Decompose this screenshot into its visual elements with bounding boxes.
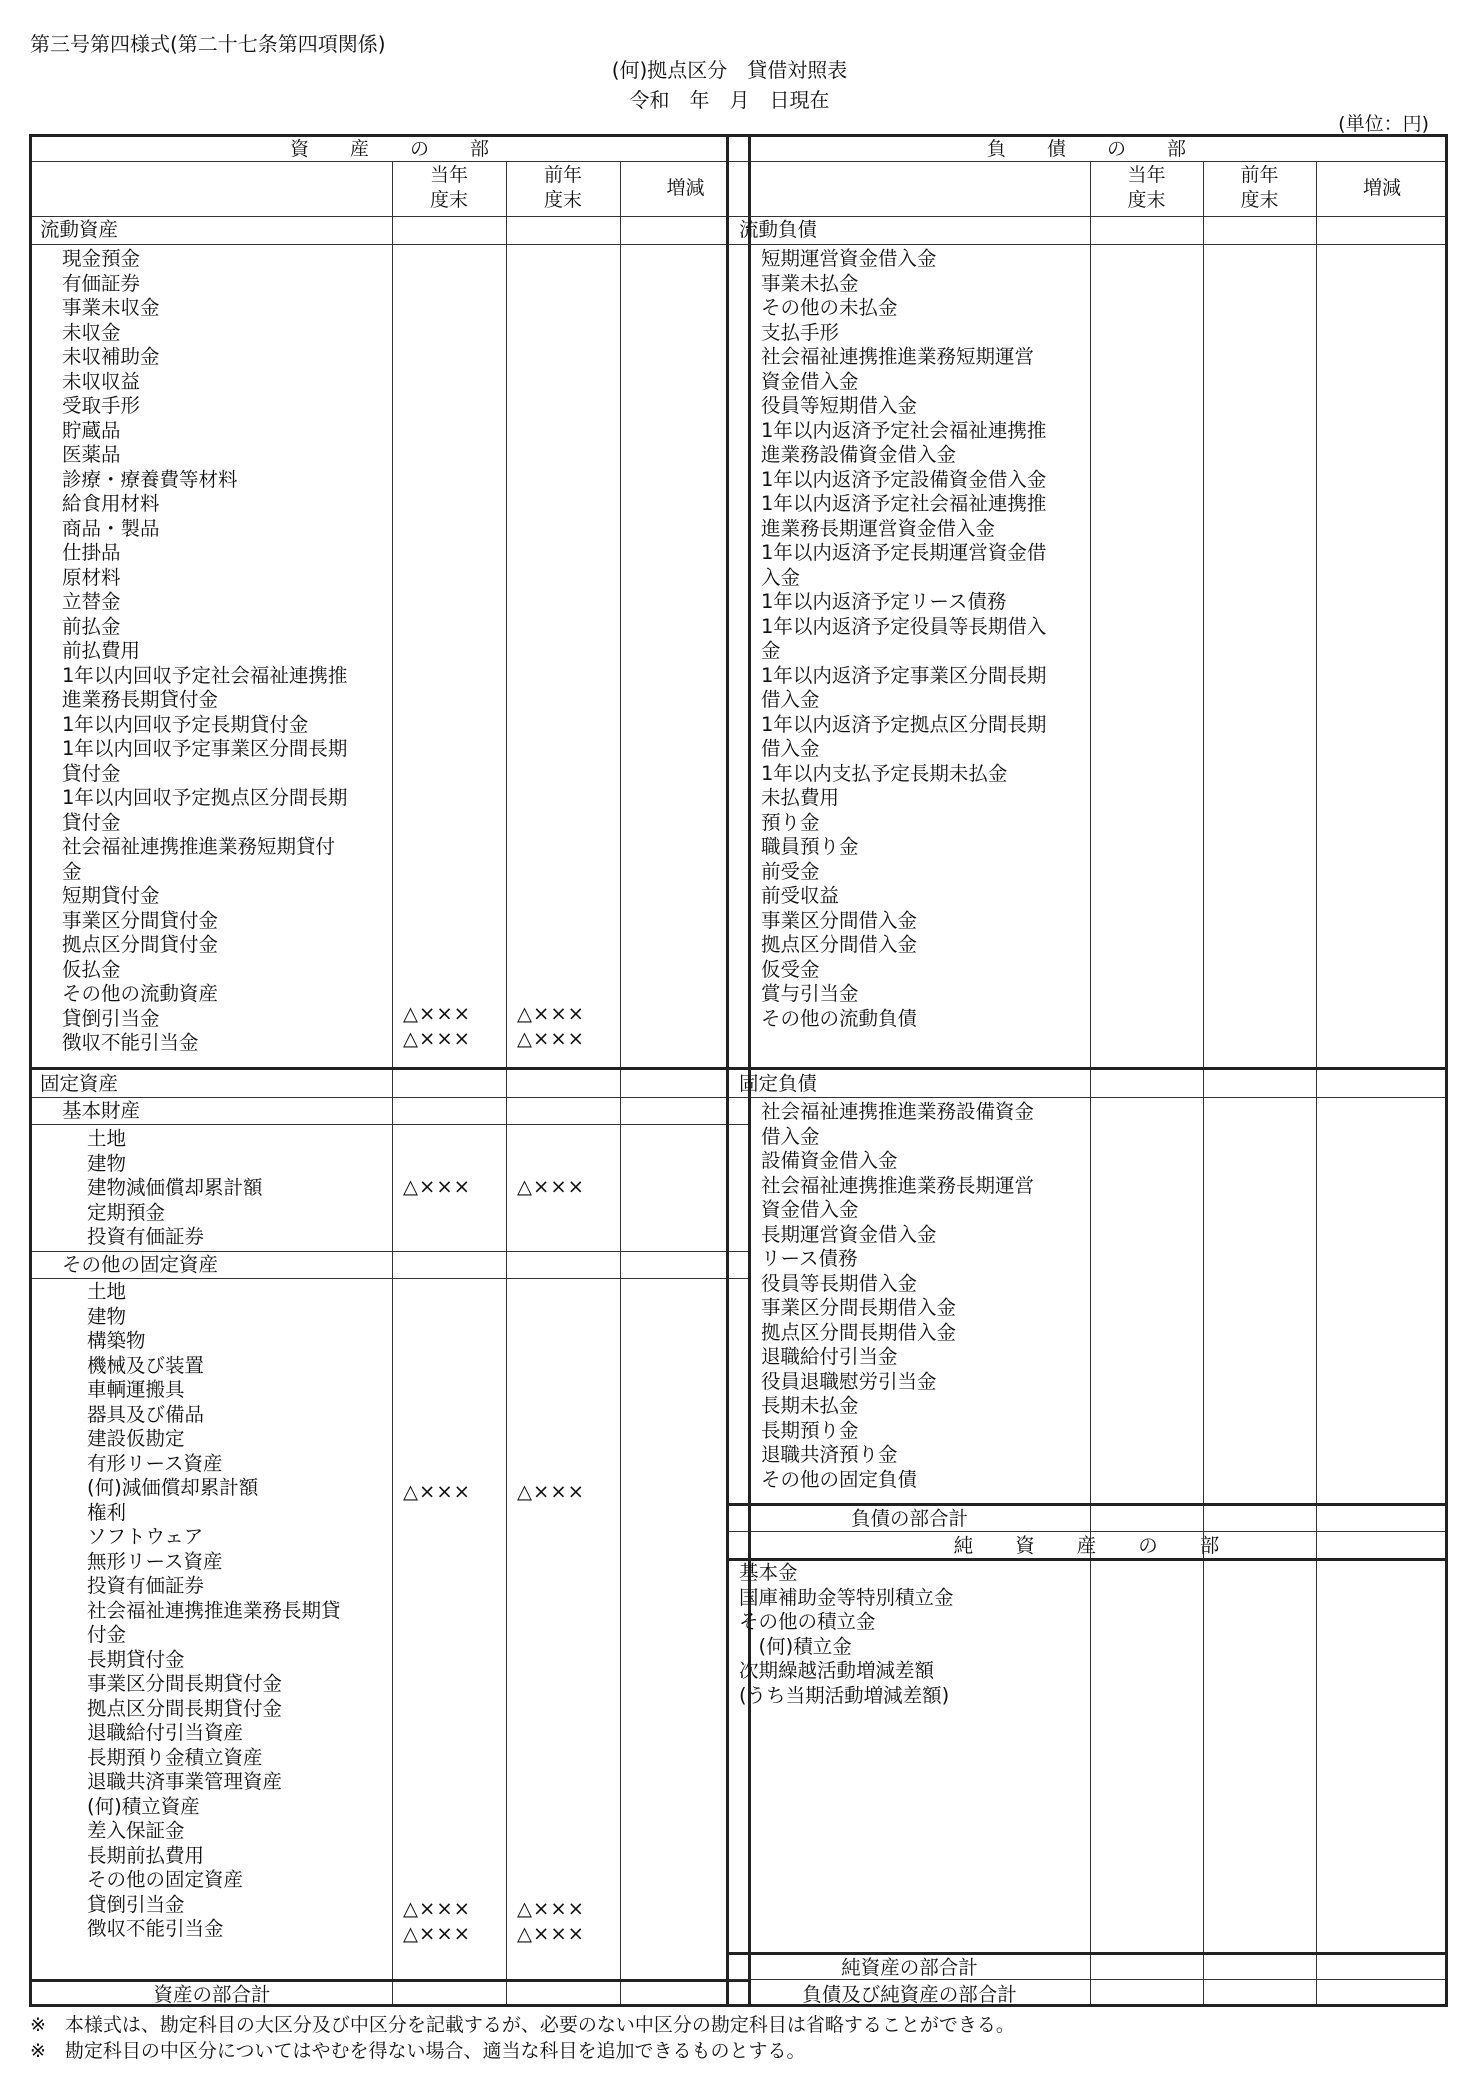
account-item: 役員等短期借入金 xyxy=(761,394,918,417)
account-item: 建物 xyxy=(87,1304,127,1328)
account-item: 長期預り金積立資産 xyxy=(87,1745,263,1769)
net-assets-total: 純資産の部合計 xyxy=(841,1956,978,1979)
account-item: 資金借入金 xyxy=(761,369,859,393)
account-item: 事業区分間借入金 xyxy=(761,908,918,932)
allowance-mark: △××× xyxy=(403,1897,472,1920)
account-item: 1年以内回収予定長期貸付金 xyxy=(62,712,309,736)
account-item: 商品・製品 xyxy=(62,516,160,540)
account-item: 構築物 xyxy=(87,1329,146,1352)
title-date: 令和 年 月 日現在 xyxy=(629,88,830,112)
depreciation-mark: △××× xyxy=(517,1175,586,1198)
basic-property-heading: 基本財産 xyxy=(62,1099,141,1122)
liabilities-table xyxy=(726,134,1448,2007)
account-item: 短期貸付金 xyxy=(62,884,160,907)
account-item: 退職給付引当資産 xyxy=(87,1721,244,1744)
allowance-mark: △××× xyxy=(403,1002,472,1025)
account-item: 建物減価償却累計額 xyxy=(87,1176,263,1199)
account-item: 貸付金 xyxy=(62,810,121,834)
account-item: 基本金 xyxy=(739,1561,798,1584)
account-item: 建設仮勘定 xyxy=(87,1427,185,1450)
account-item: 進業務設備資金借入金 xyxy=(761,443,957,466)
liab-col-current: 当年度末 xyxy=(1127,164,1166,211)
account-item: 借入金 xyxy=(761,1124,820,1148)
account-item: 未収補助金 xyxy=(62,345,160,368)
account-item: 土地 xyxy=(87,1127,127,1150)
net-assets-title: 純 資 産 の 部 xyxy=(953,1534,1221,1557)
account-item: 受取手形 xyxy=(62,394,141,417)
account-item: 長期預り金 xyxy=(761,1418,859,1442)
account-item: 仕掛品 xyxy=(62,541,121,564)
allowance-mark: △××× xyxy=(517,1897,586,1920)
liabilities-title: 負 債 の 部 xyxy=(986,138,1187,160)
account-item: 退職給付引当金 xyxy=(761,1345,898,1368)
assets-col-change: 増減 xyxy=(666,176,705,199)
account-item: 長期未払金 xyxy=(761,1394,859,1417)
account-item: 徴収不能引当金 xyxy=(87,1917,224,1940)
account-item: 診療・療養費等材料 xyxy=(62,467,238,491)
account-item: ソフトウェア xyxy=(87,1525,204,1548)
account-item: 1年以内返済予定設備資金借入金 xyxy=(761,467,1047,491)
account-item: 支払手形 xyxy=(761,320,840,344)
account-item: 国庫補助金等特別積立金 xyxy=(739,1585,954,1609)
account-item: 建物 xyxy=(87,1151,127,1175)
account-item: 1年以内返済予定拠点区分間長期 xyxy=(761,712,1047,736)
account-item: 未払費用 xyxy=(761,786,840,809)
account-item: 職員預り金 xyxy=(761,835,859,858)
account-item: 定期預金 xyxy=(87,1200,166,1224)
account-item: 投資有価証券 xyxy=(87,1225,205,1248)
account-item: (何)積立金 xyxy=(739,1634,852,1658)
account-item: 貸倒引当金 xyxy=(62,1006,160,1030)
allowance-mark: △××× xyxy=(517,1002,586,1025)
account-item: (何)減価償却累計額 xyxy=(87,1476,259,1499)
account-item: 車輌運搬具 xyxy=(87,1378,185,1401)
account-item: 1年以内返済予定長期運営資金借 xyxy=(761,541,1047,564)
account-item: 入金 xyxy=(761,565,801,589)
account-item: 事業区分間貸付金 xyxy=(62,908,219,932)
account-item: 拠点区分間借入金 xyxy=(761,933,918,956)
grand-total: 負債及び純資産の部合計 xyxy=(802,1983,1017,2006)
account-item: 社会福祉連携推進業務短期運営 xyxy=(761,345,1035,368)
account-item: 借入金 xyxy=(761,737,820,760)
account-item: (うち当期活動増減差額) xyxy=(739,1683,950,1707)
account-item: 社会福祉連携推進業務短期貸付 xyxy=(62,835,336,858)
account-item: 未収収益 xyxy=(62,369,141,393)
account-item: 役員等長期借入金 xyxy=(761,1271,918,1295)
account-item: 社会福祉連携推進業務設備資金 xyxy=(761,1100,1035,1123)
account-item: 仮受金 xyxy=(761,957,820,981)
account-item: 事業区分間長期借入金 xyxy=(761,1296,957,1319)
account-item: 差入保証金 xyxy=(87,1819,185,1842)
account-item: 有形リース資産 xyxy=(87,1451,223,1475)
account-item: 1年以内返済予定役員等長期借入 xyxy=(761,614,1047,638)
page-title: (何)拠点区分 貸借対照表 xyxy=(611,58,848,82)
account-item: 賞与引当金 xyxy=(761,982,859,1005)
account-item: 給食用材料 xyxy=(62,492,160,515)
account-item: 長期貸付金 xyxy=(87,1647,185,1671)
fixed-assets-heading: 固定資産 xyxy=(40,1072,119,1095)
account-item: 1年以内支払予定長期未払金 xyxy=(761,761,1008,785)
allowance-mark: △××× xyxy=(517,1027,586,1050)
account-item: 金 xyxy=(761,639,781,662)
account-item: 投資有価証券 xyxy=(87,1574,205,1597)
account-item: 立替金 xyxy=(62,590,121,613)
account-item: 徴収不能引当金 xyxy=(62,1031,199,1054)
current-assets-heading: 流動資産 xyxy=(40,218,119,241)
account-item: 進業務長期運営資金借入金 xyxy=(761,516,996,540)
account-item: 社会福祉連携推進業務長期運営 xyxy=(761,1173,1035,1197)
unit-label: (単位：円) xyxy=(1338,113,1429,135)
account-item: その他の積立金 xyxy=(739,1610,876,1633)
assets-total: 資産の部合計 xyxy=(153,1983,271,2006)
account-item: 1年以内回収予定社会福祉連携推 xyxy=(62,663,348,687)
allowance-mark: △××× xyxy=(403,1027,472,1050)
account-item: 1年以内回収予定事業区分間長期 xyxy=(62,737,348,760)
account-item: 借入金 xyxy=(761,688,820,711)
liabilities-total: 負債の部合計 xyxy=(850,1507,968,1530)
note-2: ※ 勘定科目の中区分についてはやむを得ない場合、適当な科目を追加できるものとする。 xyxy=(30,2040,806,2062)
account-item: その他の流動負債 xyxy=(761,1006,918,1030)
account-item: 無形リース資産 xyxy=(87,1549,223,1573)
account-item: 前受収益 xyxy=(761,884,840,907)
account-item: 機械及び装置 xyxy=(87,1353,205,1377)
account-item: 前払金 xyxy=(62,614,121,638)
assets-title: 資 産 の 部 xyxy=(289,138,490,160)
account-item: 金 xyxy=(62,859,82,883)
form-number: 第三号第四様式(第二十七条第四項関係) xyxy=(30,32,386,56)
account-item: 未収金 xyxy=(62,320,121,344)
account-item: 付金 xyxy=(87,1623,127,1646)
allowance-mark: △××× xyxy=(403,1922,472,1945)
account-item: 長期前払費用 xyxy=(87,1843,205,1867)
account-item: 土地 xyxy=(87,1280,127,1303)
current-liabilities-heading: 流動負債 xyxy=(739,218,818,241)
account-item: 拠点区分間長期貸付金 xyxy=(87,1696,283,1720)
allowance-mark: △××× xyxy=(517,1922,586,1945)
account-item: 社会福祉連携推進業務長期貸 xyxy=(87,1598,341,1622)
account-item: 1年以内回収予定拠点区分間長期 xyxy=(62,786,348,809)
account-item: 医薬品 xyxy=(62,443,121,466)
depreciation-mark: △××× xyxy=(403,1175,472,1198)
liab-col-change: 増減 xyxy=(1362,176,1401,199)
assets-table xyxy=(29,134,751,2007)
account-item: 1年以内返済予定事業区分間長期 xyxy=(761,663,1047,687)
account-item: 事業未収金 xyxy=(62,296,160,319)
account-item: 有価証券 xyxy=(62,271,141,295)
account-item: その他の流動資産 xyxy=(62,982,219,1005)
account-item: 短期運営資金借入金 xyxy=(761,247,937,270)
liab-col-prev: 前年度末 xyxy=(1240,164,1279,211)
account-item: 預り金 xyxy=(761,810,820,834)
assets-col-prev: 前年度末 xyxy=(543,164,582,211)
account-item: 拠点区分間貸付金 xyxy=(62,933,219,956)
account-item: 貸倒引当金 xyxy=(87,1892,185,1916)
account-item: リース債務 xyxy=(761,1247,858,1270)
account-item: (何)積立資産 xyxy=(87,1794,200,1818)
account-item: 貯蔵品 xyxy=(62,418,121,442)
account-item: 1年以内返済予定リース債務 xyxy=(761,590,1007,613)
account-item: 1年以内返済予定社会福祉連携推 xyxy=(761,418,1047,442)
account-item: 器具及び備品 xyxy=(87,1402,205,1426)
account-item: その他の固定負債 xyxy=(761,1467,918,1491)
account-item: 次期繰越活動増減差額 xyxy=(739,1659,935,1682)
account-item: その他の固定資産 xyxy=(87,1868,244,1891)
account-item: 原材料 xyxy=(62,565,121,589)
account-item: 権利 xyxy=(87,1500,127,1524)
depreciation-mark: △××× xyxy=(403,1480,472,1503)
account-item: 現金預金 xyxy=(62,247,141,270)
other-fixed-heading: その他の固定資産 xyxy=(62,1253,219,1276)
depreciation-mark: △××× xyxy=(517,1480,586,1503)
account-item: 退職共済預り金 xyxy=(761,1443,898,1466)
account-item: 拠点区分間長期借入金 xyxy=(761,1320,957,1344)
account-item: 退職共済事業管理資産 xyxy=(87,1770,283,1793)
account-item: 設備資金借入金 xyxy=(761,1149,898,1172)
note-1: ※ 本様式は、勘定科目の大区分及び中区分を記載するが、必要のない中区分の勘定科目は省略することができる。 xyxy=(30,2014,1015,2036)
assets-col-current: 当年度末 xyxy=(429,164,468,211)
account-item: 前受金 xyxy=(761,859,820,883)
account-item: 資金借入金 xyxy=(761,1198,859,1221)
fixed-liabilities-heading: 固定負債 xyxy=(739,1072,818,1095)
account-item: 事業未払金 xyxy=(761,271,859,295)
account-item: その他の未払金 xyxy=(761,296,898,319)
account-item: 貸付金 xyxy=(62,761,121,785)
account-item: 事業区分間長期貸付金 xyxy=(87,1672,283,1695)
account-item: 前払費用 xyxy=(62,639,141,662)
account-item: 長期運営資金借入金 xyxy=(761,1222,937,1246)
account-item: 1年以内返済予定社会福祉連携推 xyxy=(761,492,1047,515)
account-item: 役員退職慰労引当金 xyxy=(761,1369,937,1393)
account-item: 仮払金 xyxy=(62,957,121,981)
account-item: 進業務長期貸付金 xyxy=(62,688,219,711)
